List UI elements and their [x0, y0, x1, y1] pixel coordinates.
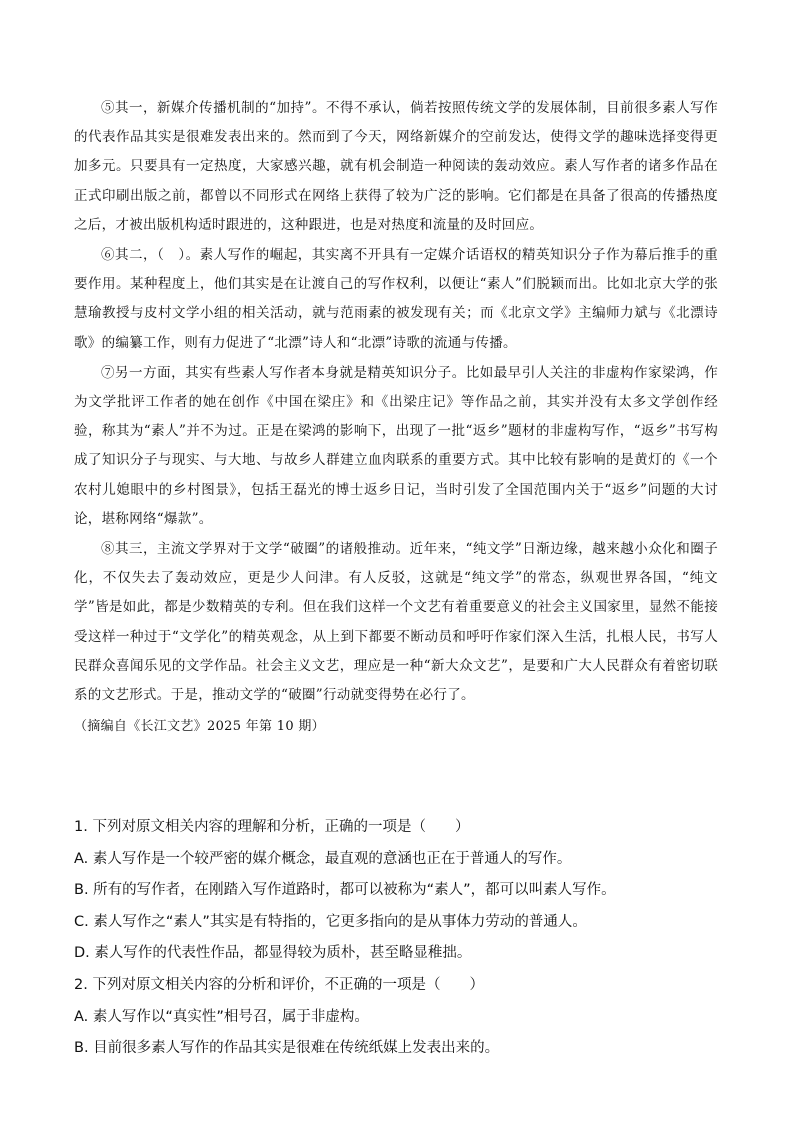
paragraph-8: ⑧其三，主流文学界对于文学“破圈”的诸般推动。近年来，“纯文学”日渐边缘，越来越小众化和圈子化，不仅失去了轰动效应，更是少人问津。有人反驳，这就是“纯文学”的常态，纵观世界各国，“纯文学”皆是如此，都是少数精英的专利。但在我们这样一个文艺有着重要意义的社会主义国家里，显然不能接受这样一种过于“文学化”的精英观念，从上到下都要不断动员和呼吁作家们深入生活，扎根人民，书写人民群众喜闻乐见的文学作品。社会主义文艺，理应是一种“新大众文艺”，是要和广大人民群众有着密切联系的文艺形式。于是，推动文学的“破圈”行动就变得势在必行了。 — [74, 541, 718, 704]
paragraph-6: ⑥其二，（ ）。素人写作的崛起，其实离不开具有一定媒介话语权的精英知识分子作为幕后推手的重要作用。某种程度上，他们其实是在让渡自己的写作权利，以便让“素人”们脱颖而出。比如北京大学的张慧瑜教授与皮村文学小组的相关活动，就与范雨素的被发现有关；而《北京文学》主编师力斌与《北漂诗歌》的编纂工作，则有力促进了“北漂”诗人和“北漂”诗歌的流通与传播。 — [74, 247, 718, 351]
article-body — [74, 94, 718, 740]
question-1-option-b: B. 所有的写作者，在刚踏入写作道路时，都可以被称为“素人”，都可以叫素人写作。 — [74, 882, 616, 899]
question-1-option-c: C. 素人写作之“素人”其实是有特指的，它更多指向的是从事体力劳动的普通人。 — [74, 913, 587, 930]
question-1-option-a: A. 素人写作是一个较严密的媒介概念，最直观的意涵也正在于普通人的写作。 — [74, 850, 572, 867]
question-section — [74, 812, 724, 1065]
question-2-option-a: A. 素人写作以“真实性”相号召，属于非虚构。 — [74, 1008, 369, 1025]
paragraph-7: ⑦另一方面，其实有些素人写作者本身就是精英知识分子。比如最早引人关注的非虚构作家梁鸿，作为文学批评工作者的她在创作《中国在梁庄》和《出梁庄记》等作品之前，其实并没有太多文学创作经验，称其为“素人”并不为过。正是在梁鸿的影响下，出现了一批“返乡”题材的非虚构写作，“返乡”书写构成了知识分子与现实、与大地、与故乡人群建立血肉联系的重要方式。其中比较有影响的是黄灯的《一个农村儿媳眼中的乡村图景》，包括王磊光的博士返乡日记，当时引发了全国范围内关于“返乡”问题的大讨论，堪称网络“爆款”。 — [74, 364, 718, 527]
article-source: （摘编自《长江文艺》2025 年第 10 期） — [74, 719, 325, 735]
paragraph-5: ⑤其一，新媒介传播机制的“加持”。不得不承认，倘若按照传统文学的发展体制，目前很多素人写作的代表作品其实是很难发表出来的。然而到了今天，网络新媒介的空前发达，使得文学的趣味选择变得更加多元。只要具有一定热度，大家感兴趣，就有机会制造一种阅读的轰动效应。素人写作者的诸多作品在正式印刷出版之前，都曾以不同形式在网络上获得了较为广泛的影响。它们都是在具备了很高的传播热度之后，才被出版机构适时跟进的，这种跟进，也是对热度和流量的及时回应。 — [74, 100, 718, 233]
question-1-option-d: D. 素人写作的代表性作品，都显得较为质朴，甚至略显稚拙。 — [74, 945, 472, 962]
question-2-stem: 2. 下列对原文相关内容的分析和评价，不正确的一项是（ ） — [74, 976, 484, 993]
question-1-stem: 1. 下列对原文相关内容的理解和分析，正确的一项是（ ） — [74, 819, 470, 835]
question-2-option-b: B. 目前很多素人写作的作品其实是很难在传统纸媒上发表出来的。 — [74, 1040, 500, 1057]
